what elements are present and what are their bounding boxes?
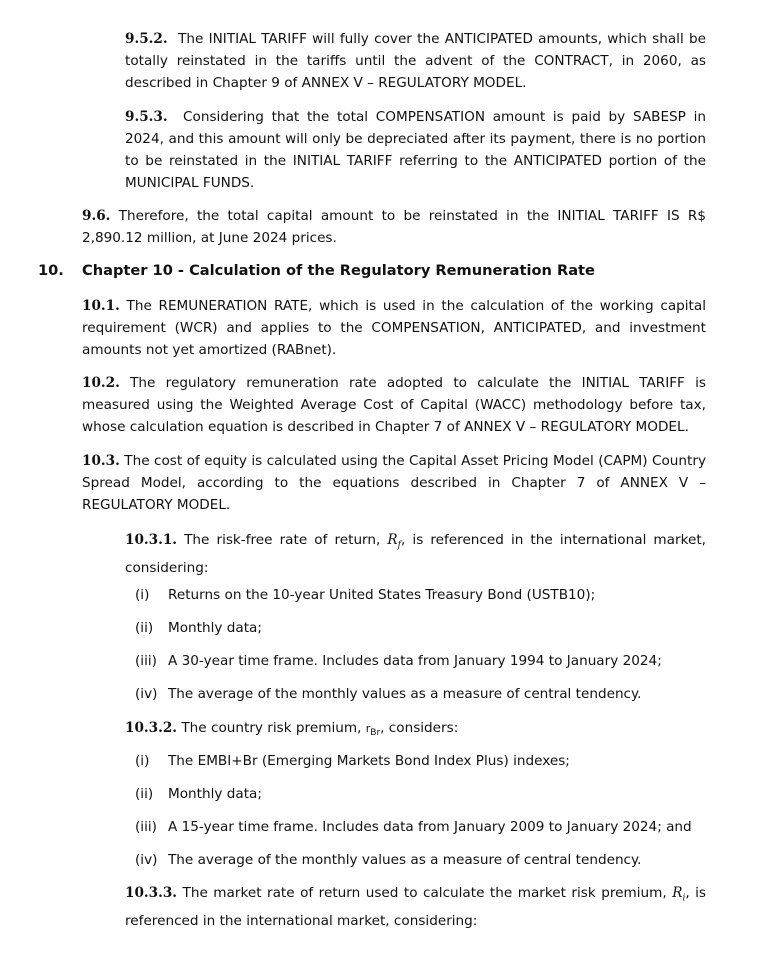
section-number: 10.2. [82,375,120,391]
section-9-6 [82,205,706,249]
paragraph-text: The REMUNERATION RATE, which is used in the calculation of the working capital requirement (WCR) and applies to the COMPENSATION, ANTICIPATED, and investment amounts not yet amortized (RABnet). [82,298,706,358]
chapter-10-heading [38,260,708,282]
section-10-1 [82,295,706,361]
paragraph-text: Considering that the total COMPENSATION amount is paid by SABESP in 2024, and this amount will only be depreciated after its payment, there is no portion to be reinstated in the INITIAL TARIFF referring to the ANTICIPATED portion of the MUNICIPAL FUNDS. [125,109,706,191]
section-10-3-2 [125,717,706,744]
section-number: 9.5.3. [125,109,168,125]
list-item: (ii) Monthly data; [135,786,262,802]
list-item: (iii) A 30-year time frame. Includes data from January 1994 to January 2024; [135,653,662,669]
section-10-3-3 [125,882,706,932]
section-9-5-3 [125,106,706,194]
list-item: (iv) The average of the monthly values as a measure of central tendency. [135,686,642,702]
paragraph-text: , is referenced in the international market, considering: [125,532,706,576]
section-9-5-2 [125,28,706,94]
list-item: (iii) A 15-year time frame. Includes data from January 2009 to January 2024; and [135,819,692,835]
section-number: 9.5.2. [125,31,168,47]
section-10-3 [82,450,706,516]
paragraph-text: , considers: [380,720,459,736]
paragraph-text: The country risk premium, [181,720,362,736]
paragraph-text: , is referenced in the international market, considering: [125,885,706,929]
list-item: (i) The EMBI+Br (Emerging Markets Bond Index Plus) indexes; [135,753,570,769]
section-10-2 [82,372,706,438]
paragraph-text: Therefore, the total capital amount to be reinstated in the INITIAL TARIFF IS R$ 2,890.12 million, at June 2024 prices. [82,208,706,246]
market-return-symbol: $R_i$ [672,885,686,904]
paragraph-text: The risk-free rate of return, [184,532,381,548]
section-number: 10.1. [82,298,120,314]
list-item: (i) Returns on the 10-year United States Treasury Bond (USTB10); [135,587,596,603]
section-number: 10.3.3. [125,885,178,901]
paragraph-text: The market rate of return used to calculate the market risk premium, [182,885,667,901]
list-10-3-2 [135,750,715,882]
chapter-number: 10. [38,262,64,279]
section-10-3-1 [125,529,706,579]
paragraph-text: The cost of equity is calculated using the Capital Asset Pricing Model (CAPM) Country Spread Model, according to the equations described in Chapter 7 of ANNEX V – REGULATORY MODEL. [82,453,706,513]
paragraph-text: The regulatory remuneration rate adopted to calculate the INITIAL TARIFF is measured using the Weighted Average Cost of Capital (WACC) methodology before tax, whose calculation equation is described in Chapter 7 of ANNEX V – REGULATORY MODEL. [82,375,706,435]
list-item: (ii) Monthly data; [135,620,262,636]
chapter-title: Chapter 10 - Calculation of the Regulatory Remuneration Rate [82,262,595,279]
country-risk-symbol: $r_{Br}$ [365,722,381,739]
risk-free-rate-symbol: $R_f$ [387,532,402,551]
section-number: 9.6. [82,208,111,224]
section-number: 10.3. [82,453,120,469]
section-number: 10.3.2. [125,720,178,736]
section-number: 10.3.1. [125,532,178,548]
paragraph-text: The INITIAL TARIFF will fully cover the ANTICIPATED amounts, which shall be totally reinstated in the tariffs until the advent of the CONTRACT, in 2060, as described in Chapter 9 of ANNEX V – REGULATORY MODEL. [125,31,706,91]
list-10-3-1 [135,584,715,716]
list-item: (iv) The average of the monthly values as a measure of central tendency. [135,852,642,868]
